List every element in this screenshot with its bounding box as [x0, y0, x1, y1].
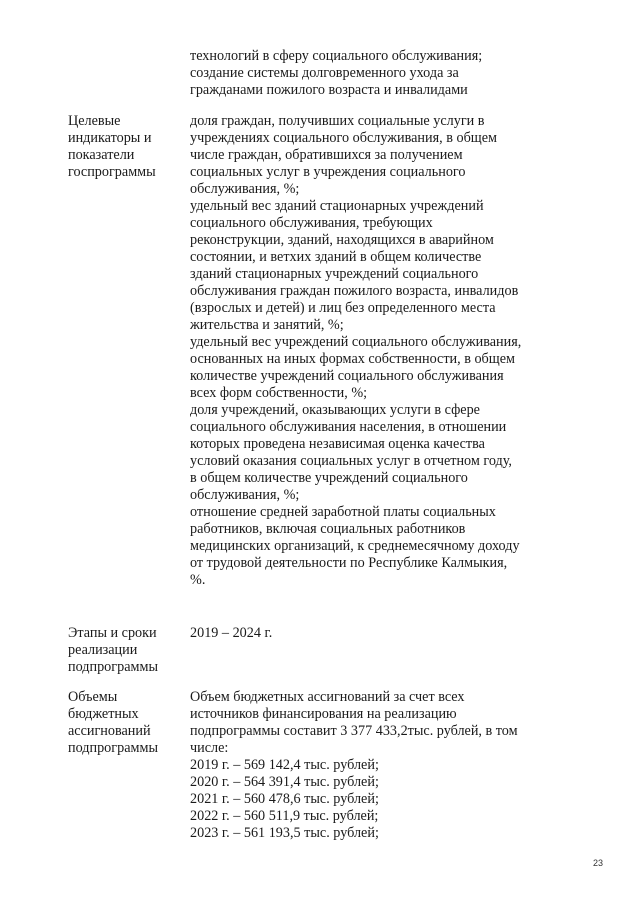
- section-text-line: доля граждан, получивших социальные услуги в: [190, 113, 485, 129]
- intro-line: технологий в сферу социального обслуживания;: [190, 48, 483, 64]
- section-text-line: подпрограммы составит 3 377 433,2тыс. рублей, в том: [190, 723, 518, 739]
- section-text-line: 2023 г. – 561 193,5 тыс. рублей;: [190, 825, 379, 841]
- section-text-line: (взрослых и детей) и лиц без определенного места: [190, 300, 496, 316]
- section-label: индикаторы и: [68, 130, 152, 146]
- section-text-line: состоянии, и ветхих зданий в общем количестве: [190, 249, 482, 265]
- section-label: подпрограммы: [68, 659, 158, 675]
- section-text-line: условий оказания социальных услуг в отчетном году,: [190, 453, 512, 469]
- section-text-line: обслуживания, %;: [190, 487, 300, 503]
- intro-line: создание системы долговременного ухода за: [190, 65, 459, 81]
- section-text-line: всех форм собственности, %;: [190, 385, 368, 401]
- section-label: реализации: [68, 642, 138, 658]
- section-text-line: обслуживания, %;: [190, 181, 300, 197]
- section-text-line: источников финансирования на реализацию: [190, 706, 457, 722]
- section-text-line: количестве учреждений социального обслуживания: [190, 368, 504, 384]
- section-label: показатели: [68, 147, 135, 163]
- section-text-line: учреждениях социального обслуживания, в общем: [190, 130, 497, 146]
- section-label: подпрограммы: [68, 740, 158, 756]
- intro-line: гражданами пожилого возраста и инвалидами: [190, 82, 468, 98]
- section-text-line: зданий стационарных учреждений социального: [190, 266, 479, 282]
- section-label: ассигнований: [68, 723, 151, 739]
- section-label: Целевые: [68, 113, 121, 129]
- section-text-line: социального обслуживания, требующих: [190, 215, 433, 231]
- section-text-line: работников, включая социальных работников: [190, 521, 466, 537]
- section-text-line: 2020 г. – 564 391,4 тыс. рублей;: [190, 774, 379, 790]
- section-text-line: социальных услуг в учреждения социального: [190, 164, 466, 180]
- section-text-line: числе граждан, обратившихся за получением: [190, 147, 463, 163]
- section-text-line: отношение средней заработной платы социальных: [190, 504, 496, 520]
- section-text-line: доля учреждений, оказывающих услуги в сфере: [190, 402, 480, 418]
- section-text-line: социального обслуживания населения, в отношении: [190, 419, 507, 435]
- section-text-line: 2019 г. – 569 142,4 тыс. рублей;: [190, 757, 379, 773]
- section-label: бюджетных: [68, 706, 139, 722]
- section-text-line: которых проведена независимая оценка качества: [190, 436, 485, 452]
- section-label: Объемы: [68, 689, 118, 705]
- section-text-line: %.: [190, 572, 206, 588]
- section-text-line: в общем количестве учреждений социального: [190, 470, 468, 486]
- section-text-line: медицинских организаций, к среднемесячному доходу: [190, 538, 520, 554]
- section-label: Этапы и сроки: [68, 625, 157, 641]
- section-text-line: удельный вес зданий стационарных учреждений: [190, 198, 484, 214]
- section-text-line: удельный вес учреждений социального обслуживания,: [190, 334, 522, 350]
- section-text-line: обслуживания граждан пожилого возраста, инвалидов: [190, 283, 519, 299]
- section-text-line: реконструкции, зданий, находящихся в аварийном: [190, 232, 494, 248]
- section-text-line: Объем бюджетных ассигнований за счет всех: [190, 689, 465, 705]
- section-text-line: числе:: [190, 740, 229, 756]
- section-text-line: основанных на иных формах собственности, в общем: [190, 351, 515, 367]
- section-text-line: 2021 г. – 560 478,6 тыс. рублей;: [190, 791, 379, 807]
- section-label: госпрограммы: [68, 164, 156, 180]
- section-text-line: 2022 г. – 560 511,9 тыс. рублей;: [190, 808, 379, 824]
- section-text-line: жительства и занятий, %;: [190, 317, 344, 333]
- page-number: 23: [593, 858, 604, 868]
- section-text-line: 2019 – 2024 г.: [190, 625, 273, 641]
- section-text-line: от трудовой деятельности по Республике Калмыкия,: [190, 555, 508, 571]
